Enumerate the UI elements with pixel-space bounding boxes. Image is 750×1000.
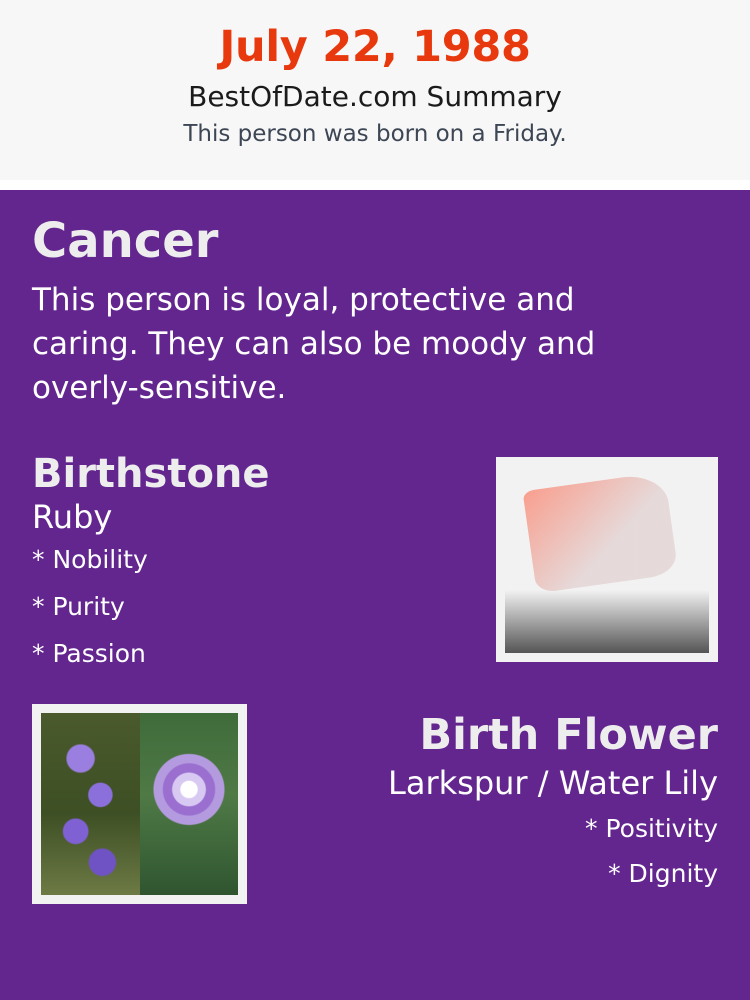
larkspur-photo (41, 713, 140, 895)
birth-flower-trait: * Dignity (608, 859, 718, 889)
birth-day-note: This person was born on a Friday. (183, 121, 567, 148)
zodiac-sign-title: Cancer (32, 213, 219, 269)
birthstone-name: Ruby (32, 498, 113, 537)
birth-flower-title: Birth Flower (419, 710, 718, 761)
water-lily-photo (140, 713, 239, 895)
birthstone-image-frame (496, 457, 718, 662)
birth-flower-image-frame (32, 704, 247, 904)
zodiac-description: This person is loyal, protective and caring. They can also be moody and overly-sensitive. (32, 282, 596, 407)
birthstone-trait: * Nobility (32, 544, 148, 574)
page-title: July 22, 1988 (219, 22, 531, 72)
birthstone-trait: * Purity (32, 591, 125, 621)
details-panel (0, 190, 750, 1000)
header-divider (0, 180, 750, 190)
birthstone-trait: * Passion (32, 638, 146, 668)
birth-flower-name: Larkspur / Water Lily (388, 763, 718, 802)
birthstone-title: Birthstone (32, 451, 270, 498)
header (0, 0, 750, 180)
birthstone-section (32, 452, 718, 682)
birth-flower-text (272, 704, 718, 889)
ruby-gemstone-photo (505, 466, 709, 653)
birth-flower-section (32, 704, 718, 924)
birth-flower-trait: * Positivity (585, 814, 718, 844)
site-summary-label: BestOfDate.com Summary (188, 80, 562, 114)
